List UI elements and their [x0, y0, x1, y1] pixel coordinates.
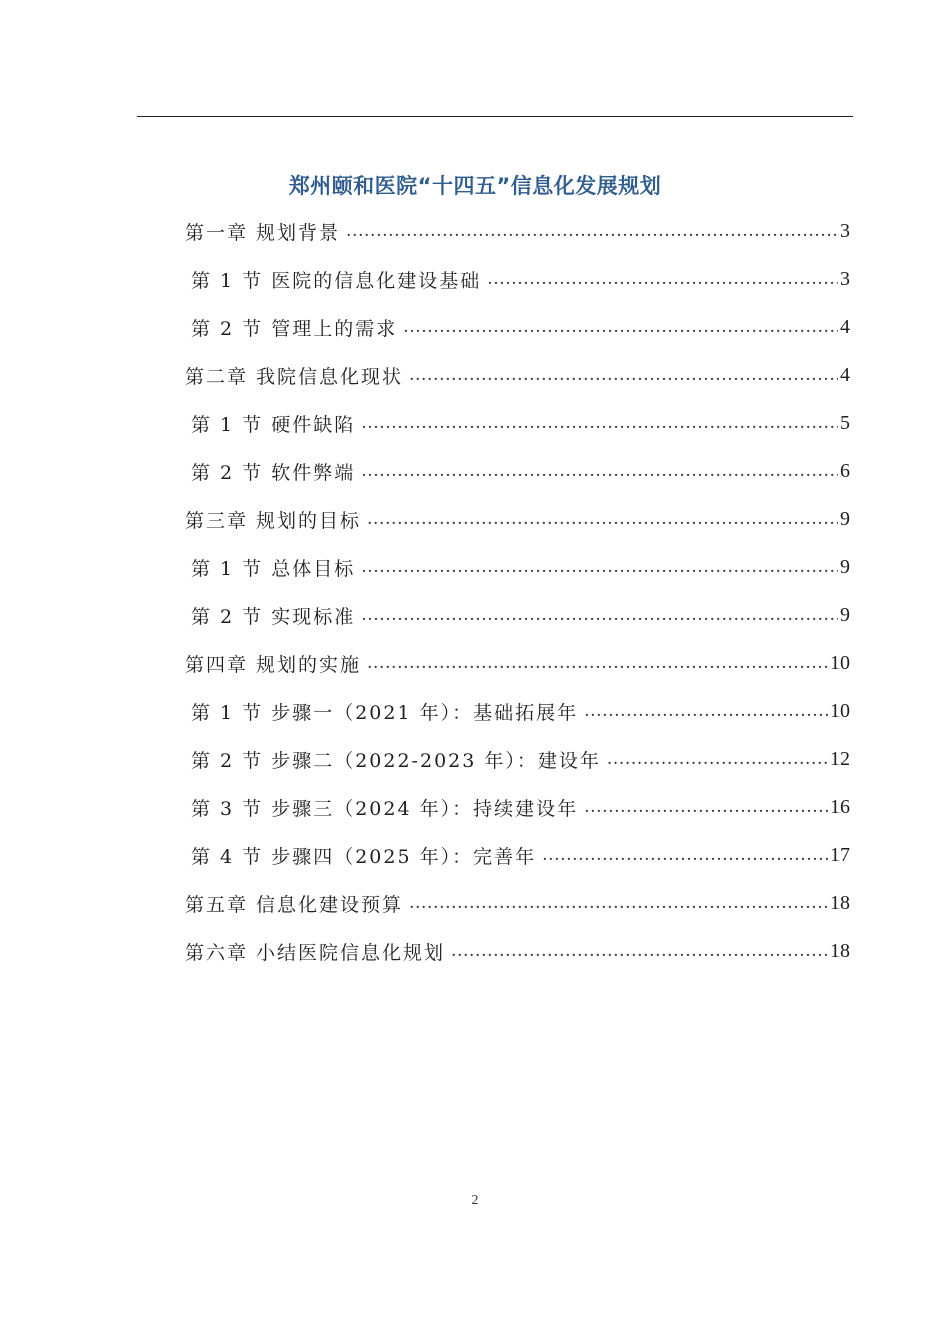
toc-chapter-5[interactable] [185, 886, 850, 920]
toc-page-number: 16 [830, 795, 850, 818]
toc-chapter-2[interactable] [185, 358, 850, 392]
toc-page-number: 17 [830, 843, 850, 866]
toc-label: 第四章 规划的实施 [185, 653, 362, 676]
toc-label: 第 3 节 步骤三（2024 年）：持续建设年 [191, 797, 579, 820]
toc-chapter-6[interactable] [185, 934, 850, 968]
toc-section-2-1[interactable] [191, 406, 850, 440]
toc-page-number: 9 [840, 507, 850, 530]
toc-leader-dots [542, 838, 828, 872]
toc-label: 第 1 节 医院的信息化建设基础 [191, 269, 482, 292]
toc-leader-dots [367, 502, 838, 536]
toc-page-number: 4 [840, 363, 850, 386]
toc-page-number: 9 [840, 603, 850, 626]
toc-label: 第 2 节 步骤二（2022-2023 年）：建设年 [191, 749, 601, 772]
toc-section-1-1[interactable] [191, 262, 850, 296]
toc-leader-dots [367, 646, 828, 680]
toc-section-4-1[interactable] [191, 694, 850, 728]
toc-leader-dots [584, 694, 828, 728]
toc-section-4-3[interactable] [191, 790, 850, 824]
document-title: 郑州颐和医院“十四五”信息化发展规划 [288, 174, 662, 198]
page-number: 2 [471, 1193, 479, 1208]
toc-page-number: 6 [840, 459, 850, 482]
toc-section-4-4[interactable] [191, 838, 850, 872]
toc-section-4-2[interactable] [191, 742, 850, 776]
toc-chapter-1[interactable] [185, 214, 850, 248]
toc-label: 第 2 节 实现标准 [191, 605, 356, 628]
toc-section-3-2[interactable] [191, 598, 850, 632]
toc-leader-dots [451, 934, 828, 968]
toc-label: 第 2 节 软件弊端 [191, 461, 356, 484]
toc-label: 第五章 信息化建设预算 [185, 893, 404, 916]
toc-label: 第 1 节 硬件缺陷 [191, 413, 356, 436]
toc-section-2-2[interactable] [191, 454, 850, 488]
toc-label: 第 1 节 步骤一（2021 年）：基础拓展年 [191, 701, 579, 724]
toc-leader-dots [584, 790, 828, 824]
toc-label: 第三章 规划的目标 [185, 509, 362, 532]
header-rule [137, 116, 853, 117]
toc-leader-dots [409, 358, 838, 392]
toc-page-number: 5 [840, 411, 850, 434]
toc-label: 第 1 节 总体目标 [191, 557, 356, 580]
toc-label: 第一章 规划背景 [185, 221, 341, 244]
toc-leader-dots [403, 310, 838, 344]
toc-label: 第二章 我院信息化现状 [185, 365, 404, 388]
toc-leader-dots [361, 598, 838, 632]
toc-section-1-2[interactable] [191, 310, 850, 344]
toc-page-number: 18 [830, 891, 850, 914]
toc-label: 第 2 节 管理上的需求 [191, 317, 398, 340]
toc-leader-dots [361, 550, 838, 584]
toc-section-3-1[interactable] [191, 550, 850, 584]
toc-page-number: 4 [840, 315, 850, 338]
toc-leader-dots [346, 214, 838, 248]
toc-leader-dots [409, 886, 828, 920]
toc-page-number: 10 [830, 651, 850, 674]
toc-leader-dots [361, 406, 838, 440]
toc-leader-dots [361, 454, 838, 488]
toc-chapter-4[interactable] [185, 646, 850, 680]
toc-leader-dots [607, 742, 828, 776]
toc-label: 第六章 小结医院信息化规划 [185, 941, 446, 964]
toc-page-number: 10 [830, 699, 850, 722]
toc-label: 第 4 节 步骤四（2025 年）：完善年 [191, 845, 537, 868]
toc-page-number: 9 [840, 555, 850, 578]
toc-page-number: 12 [830, 747, 850, 770]
toc-page-number: 3 [840, 267, 850, 290]
toc-page-number: 18 [830, 939, 850, 962]
toc-chapter-3[interactable] [185, 502, 850, 536]
toc-page-number: 3 [840, 219, 850, 242]
toc-leader-dots [487, 262, 838, 296]
